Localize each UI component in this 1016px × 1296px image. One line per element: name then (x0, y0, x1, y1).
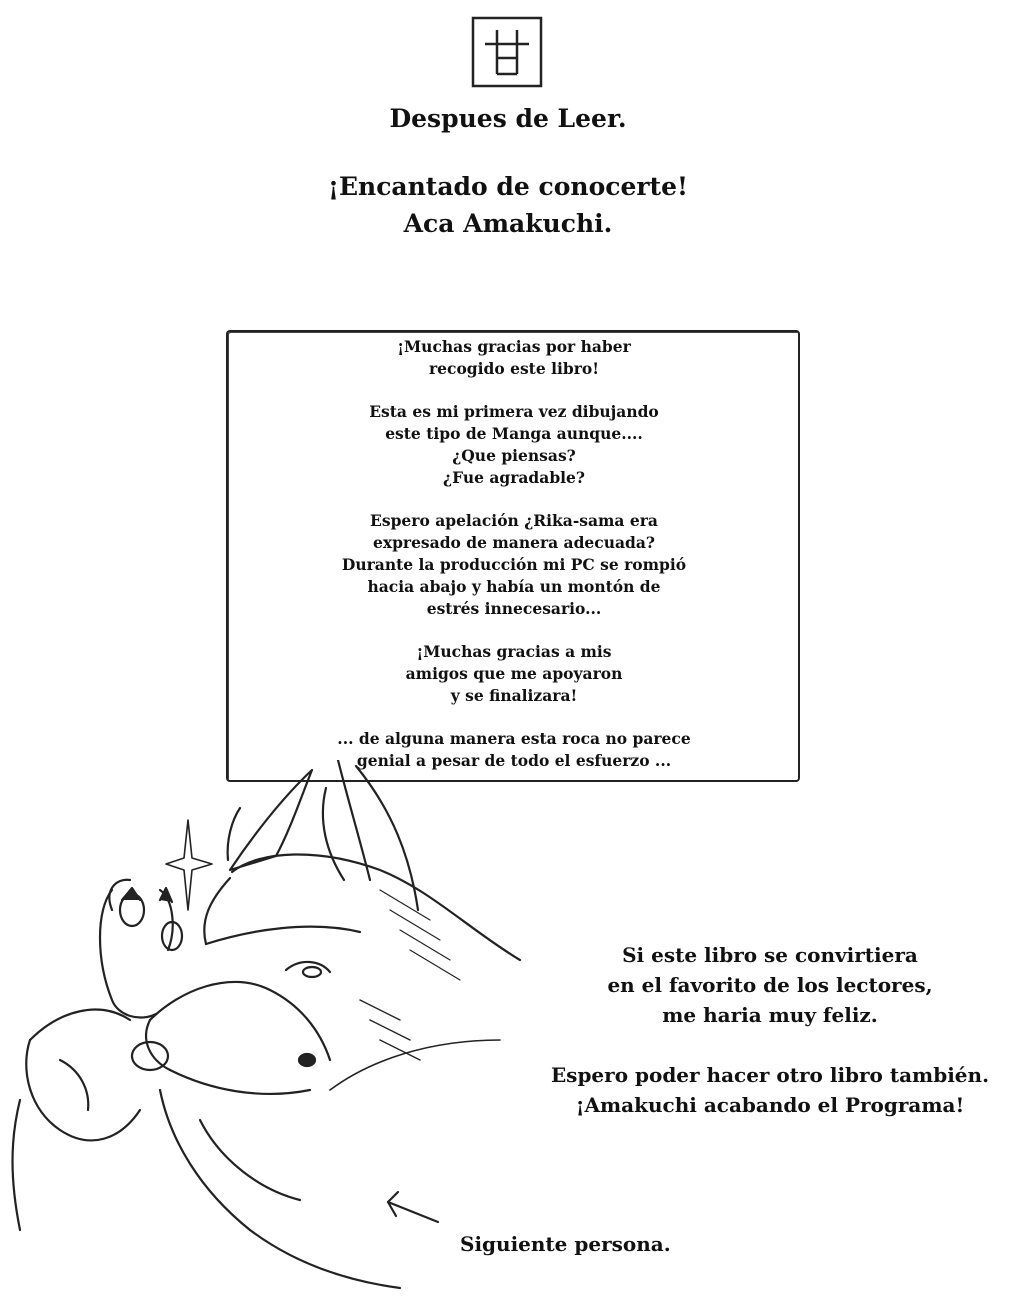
arrow-up-left-icon (388, 1192, 438, 1222)
bubble-text (226, 336, 802, 772)
bubble-line (226, 489, 802, 511)
bubble-line: genial a pesar de todo el esfuerzo ... (356, 751, 672, 771)
bubble-line (226, 380, 802, 402)
bubble-line: Espero apelación ¿Rika-sama era (370, 511, 658, 531)
bubble-line: este tipo de Manga aunque.... (385, 424, 643, 444)
page-title: Despues de Leer. (389, 104, 627, 133)
bubble-line: ¡Muchas gracias a mis (416, 642, 612, 662)
bubble-line (226, 707, 802, 729)
closing-line: Espero poder hacer otro libro también. (550, 1063, 990, 1087)
closing-line: en el favorito de los lectores, (607, 973, 933, 997)
closing-message (520, 940, 1016, 1120)
bubble-line: expresado de manera adecuada? (372, 533, 656, 553)
closing-line: Si este libro se convirtiera (622, 943, 918, 967)
sparkle-icon (166, 820, 212, 910)
bubble-line (226, 619, 802, 641)
bubble-line: recogido este libro! (428, 358, 600, 378)
bubble-line: ... de alguna manera esta roca no parece (337, 729, 691, 749)
bubble-line: ¿Que piensas? (452, 445, 576, 465)
bubble-line: ¡Muchas gracias por haber (397, 337, 631, 356)
amakuchi-logo-icon (467, 14, 547, 92)
bubble-line: estrés innecesario... (426, 598, 602, 618)
closing-line (520, 1030, 1016, 1060)
bubble-line: y se finalizara! (450, 685, 578, 705)
bubble-line: amigos que me apoyaron (405, 663, 623, 683)
bubble-line: Durante la producción mi PC se rompió (341, 554, 687, 574)
greeting (0, 168, 1016, 242)
greeting-line: Aca Amakuchi. (403, 209, 613, 238)
greeting-line: ¡Encantado de conocerte! (328, 172, 688, 201)
bubble-line: hacia abajo y había un montón de (367, 576, 661, 596)
bubble-line: ¿Fue agradable? (443, 467, 585, 487)
bubble-line: Esta es mi primera vez dibujando (369, 402, 659, 422)
closing-line: me haria muy feliz. (662, 1003, 878, 1027)
next-person-caption: Siguiente persona. (460, 1232, 671, 1256)
wolf-illustration (0, 760, 560, 1290)
closing-line: ¡Amakuchi acabando el Programa! (575, 1093, 965, 1117)
